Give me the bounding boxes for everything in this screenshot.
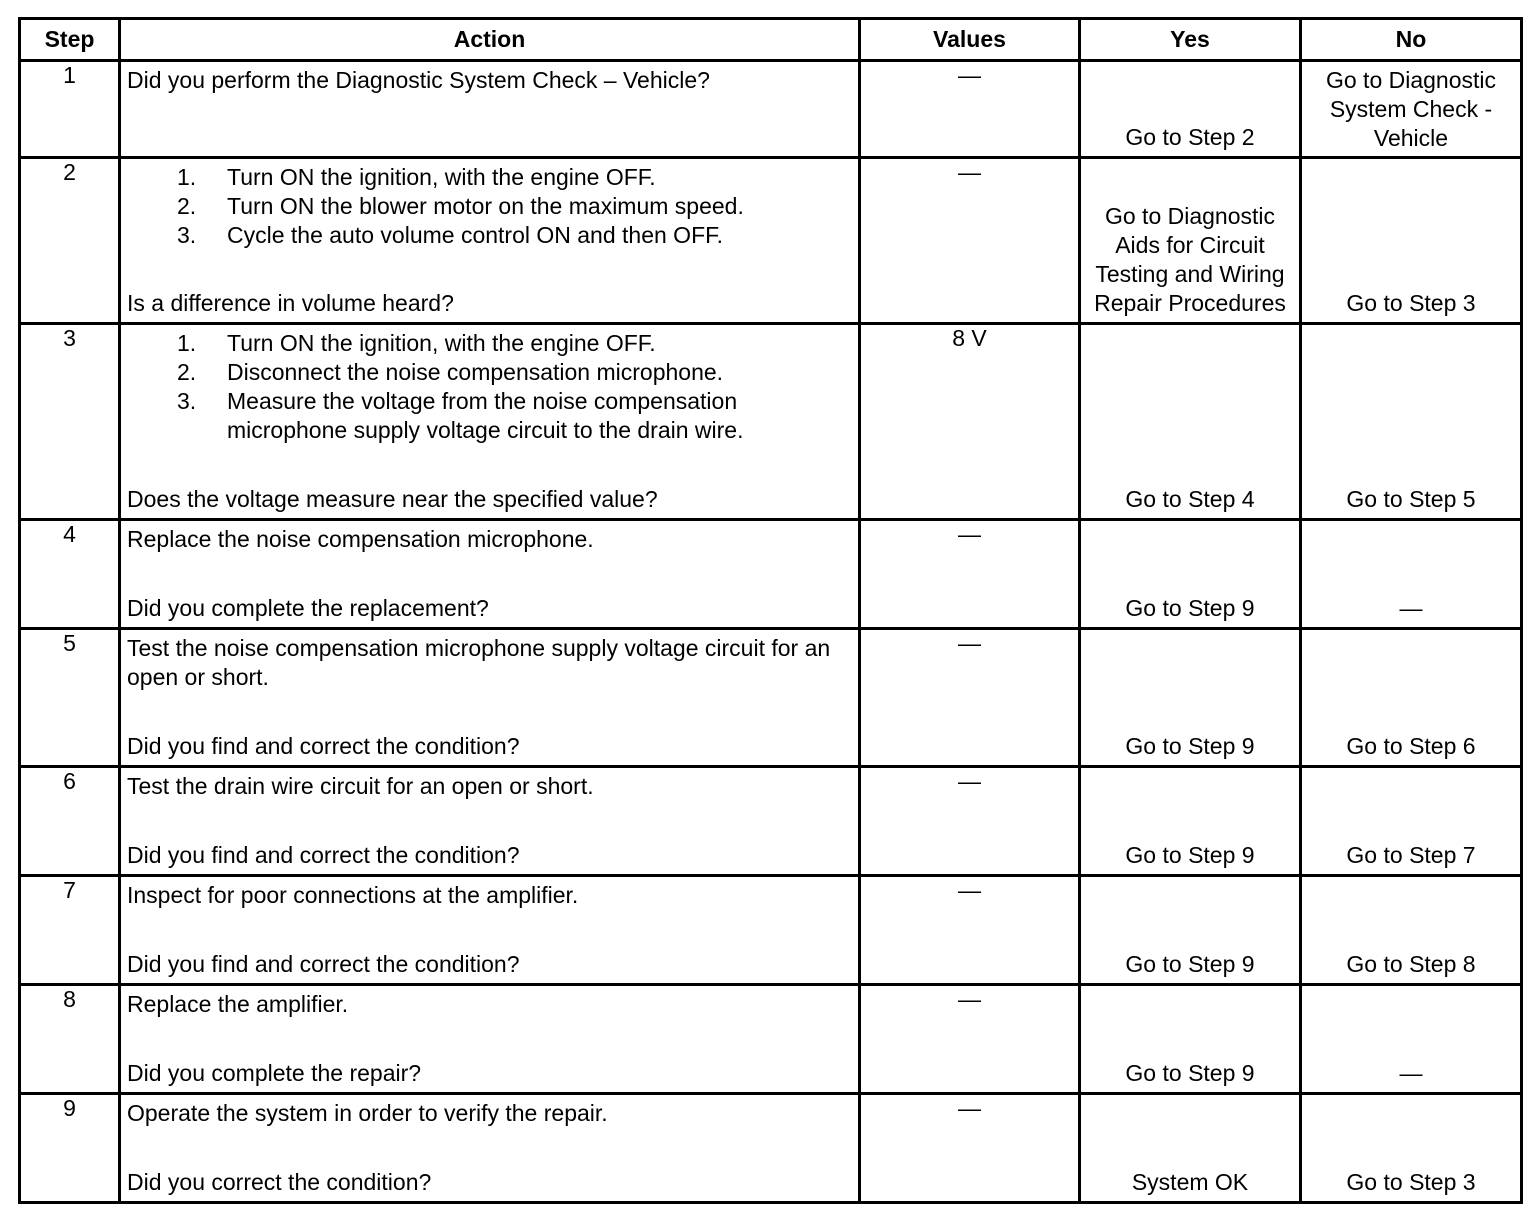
action-step-number: 2. xyxy=(177,359,197,385)
action-question: Did you find and correct the condition? xyxy=(127,733,520,759)
value-cell: — xyxy=(860,767,1080,876)
no-wrap xyxy=(1302,630,1520,765)
step-number: 2 xyxy=(20,158,120,324)
value-cell: — xyxy=(860,629,1080,767)
step-number: 9 xyxy=(20,1094,120,1203)
value-cell: — xyxy=(860,876,1080,985)
no-wrap xyxy=(1302,1095,1520,1201)
header-row xyxy=(20,19,1522,61)
action-cell xyxy=(120,1094,860,1203)
table-row xyxy=(20,61,1522,158)
yes-wrap xyxy=(1081,986,1299,1092)
yes-wrap xyxy=(1081,521,1299,627)
action-content xyxy=(127,329,852,514)
header-no: No xyxy=(1301,19,1522,61)
action-question: Did you find and correct the condition? xyxy=(127,951,520,977)
action-step-number: 1. xyxy=(177,330,197,356)
yes-cell xyxy=(1080,985,1301,1094)
table-row xyxy=(20,985,1522,1094)
no-wrap xyxy=(1302,877,1520,983)
yes-outcome: Go to Step 9 xyxy=(1125,1060,1255,1086)
no-wrap xyxy=(1302,159,1520,322)
no-outcome: — xyxy=(1399,595,1423,621)
header-step: Step xyxy=(20,19,120,61)
no-wrap xyxy=(1302,768,1520,874)
action-question: Did you correct the condition? xyxy=(127,1169,432,1195)
action-content xyxy=(127,163,852,318)
no-cell xyxy=(1301,629,1522,767)
action-step-item xyxy=(127,192,852,221)
no-outcome: — xyxy=(1399,1060,1423,1086)
no-cell xyxy=(1301,876,1522,985)
action-content xyxy=(127,1099,852,1197)
table-row xyxy=(20,158,1522,324)
no-cell xyxy=(1301,158,1522,324)
value-cell: — xyxy=(860,158,1080,324)
action-question: Is a difference in volume heard? xyxy=(127,290,454,316)
action-step-text: Measure the voltage from the noise compensation microphone supply voltage circuit to the drain wire. xyxy=(227,388,744,443)
action-cell xyxy=(120,520,860,629)
action-wrap xyxy=(121,877,858,983)
no-outcome: Go to Step 3 xyxy=(1346,1169,1476,1195)
step-number: 4 xyxy=(20,520,120,629)
action-cell xyxy=(120,61,860,158)
yes-outcome: Go to Step 9 xyxy=(1125,595,1255,621)
table-row xyxy=(20,520,1522,629)
yes-wrap xyxy=(1081,630,1299,765)
yes-cell xyxy=(1080,520,1301,629)
action-wrap xyxy=(121,630,858,765)
action-content xyxy=(127,990,852,1088)
action-step-item xyxy=(127,387,852,445)
action-content xyxy=(127,525,852,623)
yes-outcome: Go to Step 2 xyxy=(1125,124,1255,150)
action-wrap xyxy=(121,159,858,322)
no-outcome: Go to Step 5 xyxy=(1346,486,1476,512)
action-wrap xyxy=(121,62,858,156)
action-text: Test the noise compensation microphone supply voltage circuit for an open or short. xyxy=(127,635,837,690)
table-row xyxy=(20,1094,1522,1203)
no-outcome: Go to Step 8 xyxy=(1346,951,1476,977)
yes-cell xyxy=(1080,61,1301,158)
action-text: Replace the noise compensation microphone. xyxy=(127,526,594,552)
yes-cell xyxy=(1080,629,1301,767)
action-cell xyxy=(120,158,860,324)
action-wrap xyxy=(121,325,858,518)
yes-wrap xyxy=(1081,1095,1299,1201)
header-action: Action xyxy=(120,19,860,61)
action-text: Replace the amplifier. xyxy=(127,991,349,1017)
no-cell xyxy=(1301,985,1522,1094)
action-cell xyxy=(120,876,860,985)
step-number: 1 xyxy=(20,61,120,158)
action-step-item xyxy=(127,163,852,192)
action-step-item xyxy=(127,358,852,387)
step-number: 3 xyxy=(20,324,120,520)
action-content xyxy=(127,634,852,761)
yes-outcome: System OK xyxy=(1131,1169,1249,1195)
yes-outcome: Go to Step 9 xyxy=(1125,842,1255,868)
action-question: Did you complete the replacement? xyxy=(127,595,489,621)
action-step-number: 2. xyxy=(177,193,197,219)
action-question: Did you find and correct the condition? xyxy=(127,842,520,868)
action-step-list xyxy=(127,163,852,250)
step-number: 7 xyxy=(20,876,120,985)
action-cell xyxy=(120,767,860,876)
yes-wrap xyxy=(1081,325,1299,518)
no-wrap xyxy=(1302,325,1520,518)
no-wrap xyxy=(1302,62,1520,156)
action-question: Did you complete the repair? xyxy=(127,1060,422,1086)
no-wrap xyxy=(1302,521,1520,627)
table-row xyxy=(20,629,1522,767)
action-wrap xyxy=(121,521,858,627)
action-wrap xyxy=(121,986,858,1092)
value-cell: 8 V xyxy=(860,324,1080,520)
diagnostic-table xyxy=(18,17,1523,1204)
action-wrap xyxy=(121,768,858,874)
no-cell xyxy=(1301,61,1522,158)
action-step-text: Turn ON the ignition, with the engine OFF. xyxy=(227,164,656,190)
no-outcome: Go to Step 6 xyxy=(1346,733,1476,759)
yes-cell xyxy=(1080,876,1301,985)
step-number: 5 xyxy=(20,629,120,767)
action-text: Did you perform the Diagnostic System Check – Vehicle? xyxy=(127,67,710,93)
action-wrap xyxy=(121,1095,858,1201)
action-step-text: Cycle the auto volume control ON and then OFF. xyxy=(227,222,724,248)
yes-outcome: Go to Step 9 xyxy=(1125,951,1255,977)
yes-outcome: Go to Diagnostic Aids for Circuit Testing and Wiring Repair Procedures xyxy=(1094,203,1286,316)
action-step-text: Turn ON the ignition, with the engine OFF. xyxy=(227,330,656,356)
action-step-number: 3. xyxy=(177,388,197,414)
no-cell xyxy=(1301,324,1522,520)
no-cell xyxy=(1301,520,1522,629)
table-row xyxy=(20,876,1522,985)
value-cell: — xyxy=(860,61,1080,158)
action-content xyxy=(127,66,852,152)
no-outcome: Go to Diagnostic System Check - Vehicle xyxy=(1325,67,1497,151)
step-number: 8 xyxy=(20,985,120,1094)
action-step-number: 1. xyxy=(177,164,197,190)
no-wrap xyxy=(1302,986,1520,1092)
action-step-list xyxy=(127,329,852,445)
action-step-item xyxy=(127,221,852,250)
no-outcome: Go to Step 7 xyxy=(1346,842,1476,868)
yes-outcome: Go to Step 9 xyxy=(1125,733,1255,759)
action-question: Does the voltage measure near the specified value? xyxy=(127,486,658,512)
value-cell: — xyxy=(860,1094,1080,1203)
yes-outcome: Go to Step 4 xyxy=(1125,486,1255,512)
yes-cell xyxy=(1080,1094,1301,1203)
action-content xyxy=(127,772,852,870)
action-text: Inspect for poor connections at the amplifier. xyxy=(127,882,579,908)
yes-wrap xyxy=(1081,159,1299,322)
action-text: Operate the system in order to verify the repair. xyxy=(127,1100,608,1126)
action-step-text: Turn ON the blower motor on the maximum speed. xyxy=(227,193,744,219)
yes-cell xyxy=(1080,767,1301,876)
action-step-text: Disconnect the noise compensation microphone. xyxy=(227,359,724,385)
action-step-item xyxy=(127,329,852,358)
yes-wrap xyxy=(1081,877,1299,983)
value-cell: — xyxy=(860,985,1080,1094)
value-cell: — xyxy=(860,520,1080,629)
action-content xyxy=(127,881,852,979)
step-number: 6 xyxy=(20,767,120,876)
no-cell xyxy=(1301,1094,1522,1203)
action-cell xyxy=(120,985,860,1094)
table-row xyxy=(20,767,1522,876)
yes-wrap xyxy=(1081,768,1299,874)
no-cell xyxy=(1301,767,1522,876)
action-step-number: 3. xyxy=(177,222,197,248)
action-text: Test the drain wire circuit for an open or short. xyxy=(127,773,594,799)
yes-cell xyxy=(1080,158,1301,324)
yes-cell xyxy=(1080,324,1301,520)
action-cell xyxy=(120,324,860,520)
yes-wrap xyxy=(1081,62,1299,156)
table-row xyxy=(20,324,1522,520)
header-yes: Yes xyxy=(1080,19,1301,61)
action-cell xyxy=(120,629,860,767)
no-outcome: Go to Step 3 xyxy=(1346,290,1476,316)
header-values: Values xyxy=(860,19,1080,61)
